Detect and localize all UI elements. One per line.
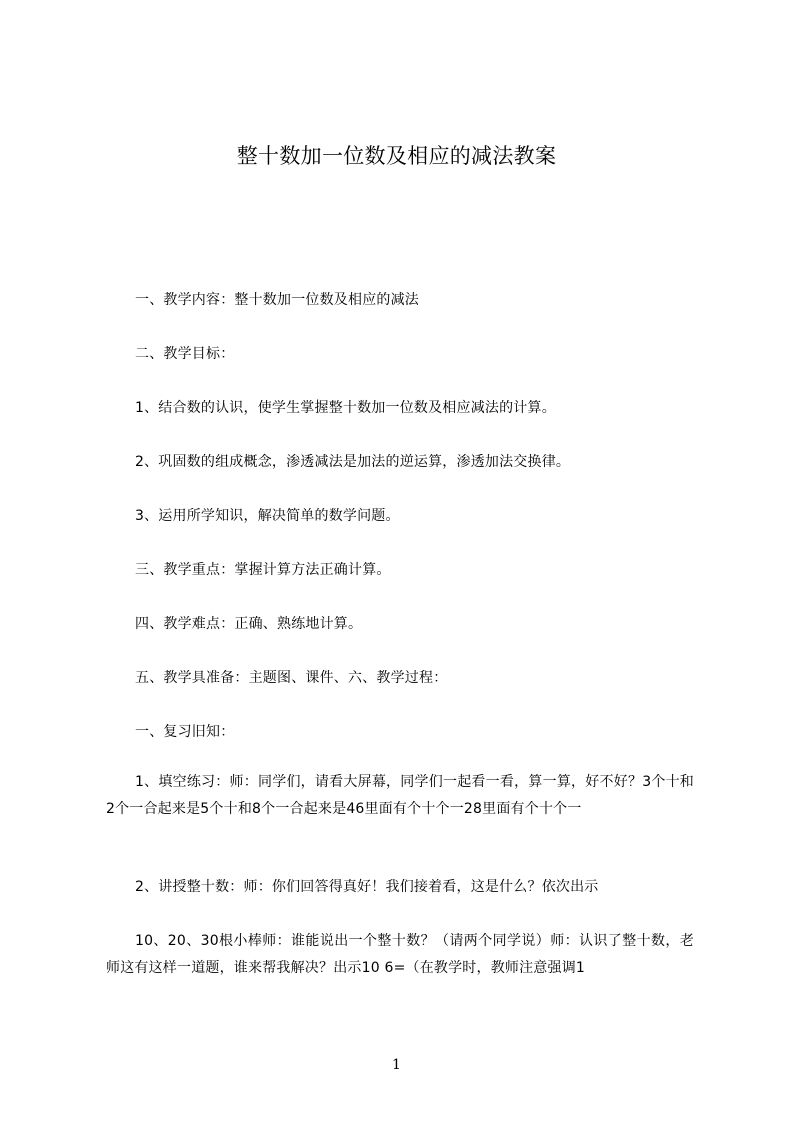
section-difficulties: 四、教学难点：正确、熟练地计算。 xyxy=(135,616,363,632)
section-key-points: 三、教学重点：掌握计算方法正确计算。 xyxy=(135,562,391,578)
section-materials: 五、教学具准备：主题图、课件、六、教学过程： xyxy=(135,670,448,686)
objective-item-2: 2、巩固数的组成概念，渗透减法是加法的逆运算，渗透加法交换律。 xyxy=(135,454,571,470)
page-number: 1 xyxy=(392,1057,401,1073)
document-title: 整十数加一位数及相应的减法教案 xyxy=(236,144,557,168)
sticks-paragraph: 10、20、30根小棒师：谁能说出一个整十数？（请两个同学说）师：认识了整十数，老师这有这样一道题，谁来帮我解决？出示10 6=（在教学时，教师注意强调1 xyxy=(106,933,694,976)
section-content: 一、教学内容：整十数加一位数及相应的减法 xyxy=(135,292,419,308)
objective-item-3: 3、运用所学知识，解决简单的数学问题。 xyxy=(135,508,400,524)
section-review-heading: 一、复习旧知： xyxy=(135,724,235,740)
section-objectives-heading: 二、教学目标： xyxy=(135,346,235,362)
objective-item-1: 1、结合数的认识，使学生掌握整十数加一位数及相应减法的计算。 xyxy=(135,400,556,416)
teaching-tens-paragraph: 2、讲授整十数：师：你们回答得真好！我们接着看，这是什么？依次出示 xyxy=(135,879,599,895)
review-exercise-paragraph: 1、填空练习：师：同学们，请看大屏幕，同学们一起看一看，算一算，好不好？3个十和2个一合起来是5个十和8个一合起来是46里面有个十个一28里面有个十个一 xyxy=(106,774,694,817)
